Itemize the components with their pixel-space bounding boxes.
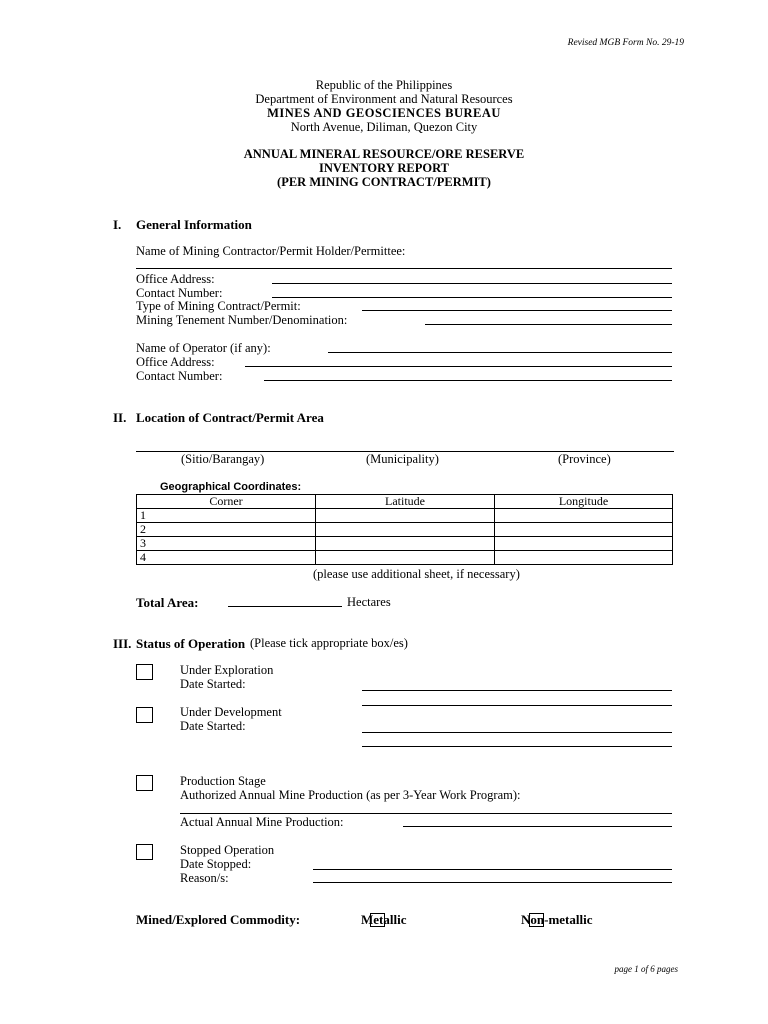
longitude-cell[interactable] xyxy=(495,537,673,551)
operator-contact-field[interactable] xyxy=(264,380,672,381)
latitude-cell[interactable] xyxy=(316,509,495,523)
exploration-date-field-2[interactable] xyxy=(362,705,672,706)
title-line2: INVENTORY REPORT xyxy=(318,161,450,175)
header-address: North Avenue, Diliman, Quezon City xyxy=(290,120,478,134)
contractor-name-field[interactable] xyxy=(136,268,672,269)
corner-cell: 4 xyxy=(137,551,316,565)
office-address-label: Office Address: xyxy=(136,272,215,286)
under-development-label: Under Development xyxy=(180,705,282,719)
geo-coordinates-table xyxy=(136,494,673,565)
section1-title: General Information xyxy=(136,217,252,232)
metallic-label: Metallic xyxy=(361,912,407,927)
development-date-label: Date Started: xyxy=(180,719,246,733)
operator-office-label: Office Address: xyxy=(136,355,215,369)
corner-cell: 2 xyxy=(137,523,316,537)
section3-number: III. xyxy=(113,636,132,651)
page-number: page 1 of 6 pages xyxy=(614,964,678,974)
table-row xyxy=(137,509,673,523)
production-stage-checkbox[interactable] xyxy=(136,775,153,791)
contract-type-field[interactable] xyxy=(362,310,672,311)
operator-office-field[interactable] xyxy=(245,366,672,367)
contact-number-field[interactable] xyxy=(272,297,672,298)
hectares-unit: Hectares xyxy=(347,595,391,609)
office-address-field[interactable] xyxy=(272,283,672,284)
table-header-row xyxy=(137,495,673,509)
header-republic: Republic of the Philippines xyxy=(315,78,453,92)
stopped-operation-label: Stopped Operation xyxy=(180,843,275,857)
operator-name-field[interactable] xyxy=(328,352,672,353)
total-area-label: Total Area: xyxy=(136,595,199,610)
column-header-longitude: Longitude xyxy=(495,495,673,509)
sitio-label: (Sitio/Barangay) xyxy=(181,452,265,466)
commodity-label: Mined/Explored Commodity: xyxy=(136,912,301,927)
title-line3: (PER MINING CONTRACT/PERMIT) xyxy=(277,175,491,189)
header-department: Department of Environment and Natural Resources xyxy=(255,92,513,106)
contact-number-label: Contact Number: xyxy=(136,286,223,300)
additional-sheet-note: (please use additional sheet, if necessary) xyxy=(313,567,520,581)
longitude-cell[interactable] xyxy=(495,509,673,523)
section2-title: Location of Contract/Permit Area xyxy=(136,410,324,425)
table-row xyxy=(137,537,673,551)
section3-instruction: (Please tick appropriate box/es) xyxy=(250,636,408,650)
section2-number: II. xyxy=(113,410,127,425)
under-exploration-checkbox[interactable] xyxy=(136,664,153,680)
reason-field[interactable] xyxy=(313,882,672,883)
development-date-field[interactable] xyxy=(362,732,672,733)
contract-type-label: Type of Mining Contract/Permit: xyxy=(136,299,301,313)
total-area-field[interactable] xyxy=(228,606,342,607)
title-line1: ANNUAL MINERAL RESOURCE/ORE RESERVE xyxy=(243,147,525,161)
operator-contact-label: Contact Number: xyxy=(136,369,223,383)
latitude-cell[interactable] xyxy=(316,537,495,551)
stopped-date-field[interactable] xyxy=(313,869,672,870)
section3-title: Status of Operation xyxy=(136,636,246,651)
section1-number: I. xyxy=(113,217,122,232)
authorized-production-field[interactable] xyxy=(180,813,672,814)
latitude-cell[interactable] xyxy=(316,551,495,565)
latitude-cell[interactable] xyxy=(316,523,495,537)
province-label: (Province) xyxy=(558,452,611,466)
form-reference: Revised MGB Form No. 29-19 xyxy=(567,38,684,48)
column-header-corner: Corner xyxy=(137,495,316,509)
actual-production-label: Actual Annual Mine Production: xyxy=(180,815,344,829)
actual-production-field[interactable] xyxy=(403,826,672,827)
operator-name-label: Name of Operator (if any): xyxy=(136,341,271,355)
development-date-field-2[interactable] xyxy=(362,746,672,747)
tenement-number-field[interactable] xyxy=(425,324,672,325)
contractor-name-label: Name of Mining Contractor/Permit Holder/Permittee: xyxy=(136,244,406,258)
tenement-number-label: Mining Tenement Number/Denomination: xyxy=(136,313,348,327)
geo-coordinates-title: Geographical Coordinates: xyxy=(160,481,302,493)
longitude-cell[interactable] xyxy=(495,523,673,537)
table-row xyxy=(137,523,673,537)
authorized-production-label: Authorized Annual Mine Production (as per 3-Year Work Program): xyxy=(180,788,521,802)
longitude-cell[interactable] xyxy=(495,551,673,565)
corner-cell: 3 xyxy=(137,537,316,551)
under-development-checkbox[interactable] xyxy=(136,707,153,723)
header-bureau: MINES AND GEOSCIENCES BUREAU xyxy=(267,106,501,120)
reason-label: Reason/s: xyxy=(180,871,229,885)
municipality-label: (Municipality) xyxy=(366,452,439,466)
exploration-date-field[interactable] xyxy=(362,690,672,691)
production-stage-label: Production Stage xyxy=(180,774,266,788)
exploration-date-label: Date Started: xyxy=(180,677,246,691)
under-exploration-label: Under Exploration xyxy=(180,663,274,677)
stopped-date-label: Date Stopped: xyxy=(180,857,252,871)
column-header-latitude: Latitude xyxy=(316,495,495,509)
table-row xyxy=(137,551,673,565)
corner-cell: 1 xyxy=(137,509,316,523)
nonmetallic-label: Non-metallic xyxy=(521,912,593,927)
stopped-operation-checkbox[interactable] xyxy=(136,844,153,860)
